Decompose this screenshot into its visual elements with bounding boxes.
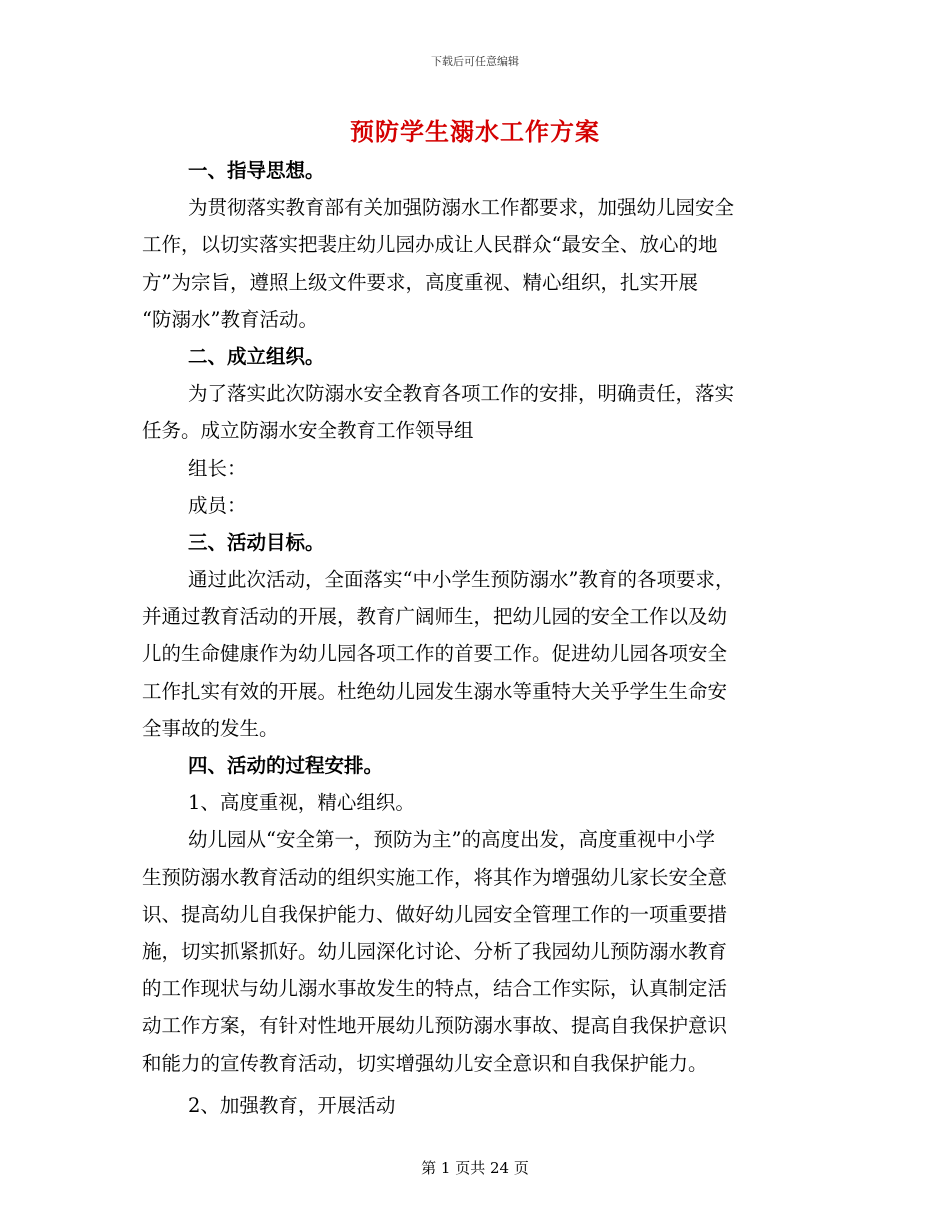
body-text-line: 任务。成立防溺水安全教育工作领导组 (142, 419, 474, 443)
body-text-line: 并通过教育活动的开展，教育广阔师生，把幼儿园的安全工作以及幼 (142, 605, 728, 629)
body-text-line: 方”为宗旨，遵照上级文件要求，高度重视、精心组织，扎实开展 (142, 270, 698, 294)
body-text-line: 识、提高幼儿自我保护能力、做好幼儿园安全管理工作的一项重要措 (142, 902, 728, 926)
body-text-line: 幼儿园从“安全第一，预防为主”的高度出发，高度重视中小学 (188, 828, 715, 852)
section-heading: 四、活动的过程安排。 (188, 754, 384, 777)
body-text-line: 全事故的发生。 (142, 716, 279, 740)
section-heading: 三、活动目标。 (188, 530, 325, 554)
body-text-line: 为贯彻落实教育部有关加强防溺水工作都要求，加强幼儿园安全 (188, 196, 735, 220)
body-text-line: “防溺水”教育活动。 (142, 307, 318, 331)
body-text-line: 儿的生命健康作为幼儿园各项工作的首要工作。促进幼儿园各项安全 (142, 642, 728, 666)
document-title: 预防学生溺水工作方案 (350, 117, 600, 146)
body-text-line: 生预防溺水教育活动的组织实施工作，将其作为增强幼儿家长安全意 (142, 865, 728, 889)
body-text-line: 2、加强教育，开展活动 (188, 1093, 396, 1117)
document-body (142, 152, 812, 1124)
body-text-line: 通过此次活动，全面落实“中小学生预防溺水”教育的各项要求， (188, 568, 735, 592)
body-text-line: 为了落实此次防溺水安全教育各项工作的安排，明确责任，落实 (188, 382, 735, 406)
page-header-note: 下载后可任意编辑 (431, 55, 519, 68)
body-text-line: 和能力的宣传教育活动，切实增强幼儿安全意识和自我保护能力。 (142, 1051, 708, 1075)
page-number-footer: 第 1 页共 24 页 (421, 1159, 529, 1177)
body-text-line: 施，切实抓紧抓好。幼儿园深化讨论、分析了我园幼儿预防溺水教育 (142, 939, 728, 963)
section-heading: 一、指导思想。 (188, 159, 325, 182)
body-text-line: 工作，以切实落实把裴庄幼儿园办成让人民群众“最安全、放心的地 (142, 233, 718, 257)
body-text-line: 成员： (188, 493, 247, 517)
body-text-line: 工作扎实有效的开展。杜绝幼儿园发生溺水等重特大关乎学生生命安 (142, 679, 728, 703)
section-heading: 二、成立组织。 (188, 344, 325, 368)
body-text-line: 1、高度重视，精心组织。 (188, 791, 415, 815)
body-text-line: 组长： (188, 456, 247, 480)
body-text-line: 的工作现状与幼儿溺水事故发生的特点，结合工作实际，认真制定活 (142, 977, 728, 1001)
body-text-line: 动工作方案，有针对性地开展幼儿预防溺水事故、提高自我保护意识 (142, 1014, 728, 1038)
